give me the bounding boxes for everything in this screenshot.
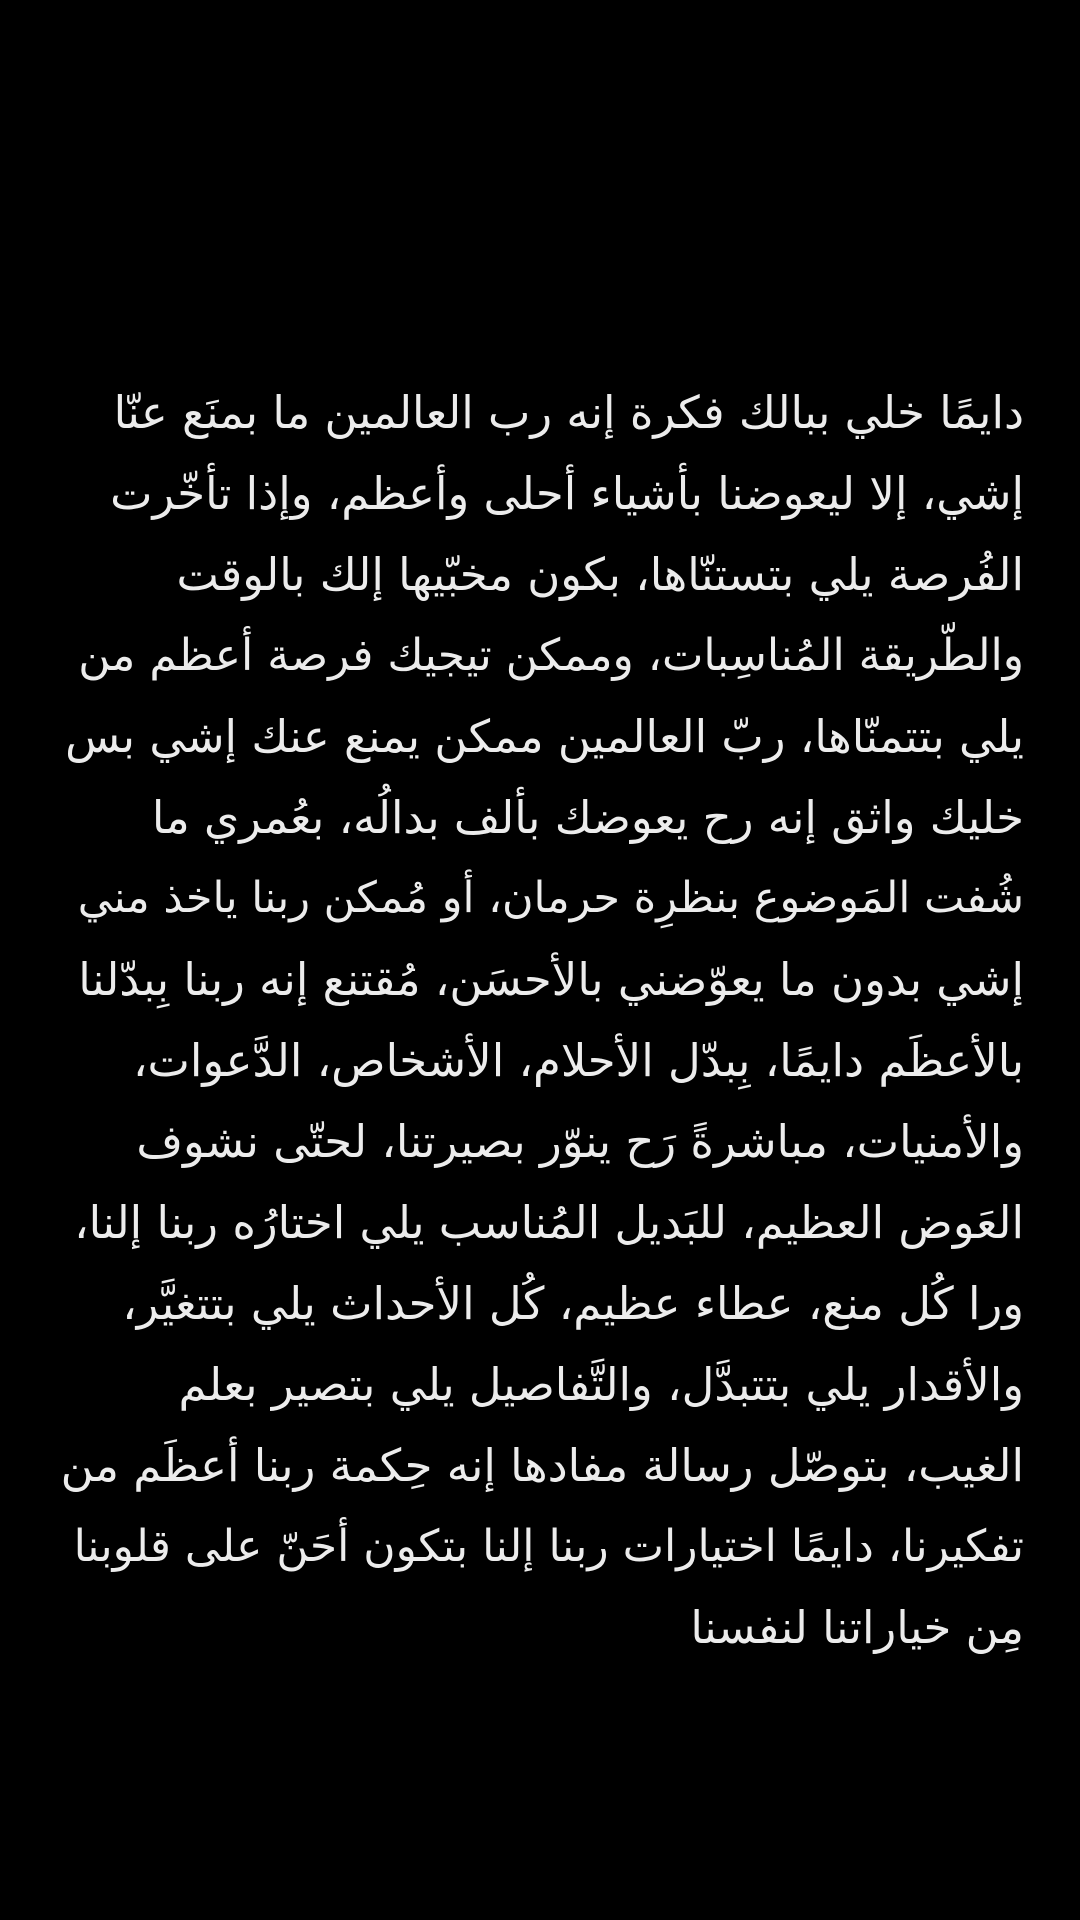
text-line: إشي بدون ما يعوّضني بالأحسَن، مُقتنع إنه ربنا بِبدّلنا	[78, 953, 1024, 1006]
text-line: ورا كُل منع، عطاء عظيم، كُل الأحداث يلي بتتغيَّر،	[122, 1277, 1024, 1330]
text-line: والأقدار يلي بتتبدَّل، والتَّفاصيل يلي بتصير بعلم	[178, 1358, 1024, 1411]
text-line: تفكيرنا، دايمًا اختيارات ربنا إلنا بتكون أحَنّ على قلوبنا	[73, 1521, 1024, 1572]
text-line: والطّريقة المُناسِبات، وممكن تيجيك فرصة أعظم من	[78, 630, 1024, 681]
quote-text	[60, 372, 1024, 1668]
text-line: شُفت المَوضوع بنظرِة حرمان، أو مُمكن ربنا ياخذ مني	[77, 873, 1024, 923]
text-line: دايمًا خلي ببالك فكرة إنه رب العالمين ما بمنَع عنّا	[113, 386, 1024, 439]
text-line: الفُرصة يلي بتستنّاها، بكون مخبّيها إلك بالوقت	[176, 548, 1024, 601]
text-line: العَوض العظيم، للبَديل المُناسب يلي اختارُه ربنا إلنا،	[74, 1196, 1024, 1249]
text-line: يلي بتتمنّاها، ربّ العالمين ممكن يمنع عنك إشي بس	[65, 710, 1024, 763]
text-line: الغيب، بتوصّل رسالة مفادها إنه حِكمة ربنا أعظَم من	[60, 1439, 1024, 1492]
text-line: إشي، إلا ليعوضنا بأشياء أحلى وأعظم، وإذا تأخّرت	[110, 467, 1024, 520]
text-line: مِن خياراتنا لنفسنا	[690, 1601, 1024, 1654]
text-line: بالأعظَم دايمًا، بِبدّل الأحلام، الأشخاص، الدَّعوات،	[133, 1034, 1024, 1087]
text-line: والأمنيات، مباشرةً رَح ينوّر بصيرتنا، لحتّى نشوف	[136, 1115, 1024, 1168]
text-line: خليك واثق إنه رح يعوضك بألف بدالُه، بعُمري ما	[151, 791, 1024, 844]
